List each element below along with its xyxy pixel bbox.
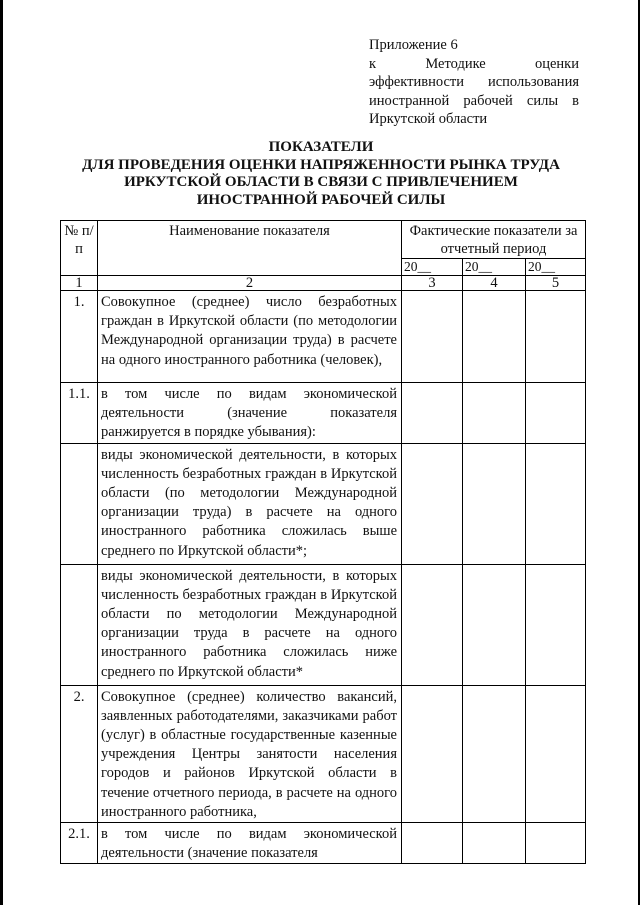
value-cell xyxy=(402,383,463,444)
indicators-table xyxy=(60,220,586,864)
table-row xyxy=(61,685,586,822)
title-line: ДЛЯ ПРОВЕДЕНИЯ ОЦЕНКИ НАПРЯЖЕННОСТИ РЫНКА ТРУДА xyxy=(82,156,560,173)
value-cell xyxy=(402,443,463,564)
annex-line: к Методике оценки xyxy=(369,55,579,72)
indicator-name: виды экономической деятельности, в которых численность безработных граждан в Иркутской области по методологии Международной организации труда в расчете на одного иностранного работника сложилась ниже среднего по Иркутской области* xyxy=(98,564,402,685)
value-cell xyxy=(463,383,526,444)
annex-reference xyxy=(369,36,579,129)
column-index: 1 xyxy=(61,276,98,291)
scan-edge-left xyxy=(0,0,3,905)
header-year: 20__ xyxy=(402,259,463,276)
column-index: 4 xyxy=(463,276,526,291)
value-cell xyxy=(463,823,526,864)
value-cell xyxy=(463,291,526,383)
table-row xyxy=(61,564,586,685)
column-index: 5 xyxy=(526,276,586,291)
table-row xyxy=(61,383,586,444)
value-cell xyxy=(463,564,526,685)
value-cell xyxy=(402,564,463,685)
value-cell xyxy=(402,291,463,383)
header-number: № п/п xyxy=(61,221,98,276)
indicator-name: Совокупное (среднее) число безработных граждан в Иркутской области (по методологии Международной организации труда) в расчете на одного иностранного работника (человек), xyxy=(98,291,402,383)
indicator-name: Совокупное (среднее) количество вакансий, заявленных работодателями, заказчиками работ (услуг) в областные государственные казенные учреждения Центры занятости населения городов и районов Иркутской области в течение отчетного периода, в расчете на одного иностранного работника, xyxy=(98,685,402,822)
value-cell xyxy=(402,685,463,822)
annex-line: Иркутской области xyxy=(369,111,488,127)
table-row xyxy=(61,443,586,564)
row-number: 1.1. xyxy=(61,383,98,444)
header-year: 20__ xyxy=(526,259,586,276)
row-number xyxy=(61,443,98,564)
header-actual-values: Фактические показатели за отчетный период xyxy=(402,221,586,259)
title-line: ИНОСТРАННОЙ РАБОЧЕЙ СИЛЫ xyxy=(196,191,446,208)
value-cell xyxy=(526,383,586,444)
value-cell xyxy=(463,443,526,564)
row-number: 2. xyxy=(61,685,98,822)
value-cell xyxy=(526,823,586,864)
annex-line: иностранной рабочей силы в xyxy=(369,92,579,109)
value-cell xyxy=(526,443,586,564)
indicator-name: виды экономической деятельности, в которых численность безработных граждан в Иркутской области (по методологии Международной организации труда) в расчете на одного иностранного работника сложилась выше среднего по Иркутской области*; xyxy=(98,443,402,564)
document-title xyxy=(60,139,582,209)
header-year: 20__ xyxy=(463,259,526,276)
column-index: 2 xyxy=(98,276,402,291)
title-line: ИРКУТСКОЙ ОБЛАСТИ В СВЯЗИ С ПРИВЛЕЧЕНИЕМ xyxy=(124,174,518,190)
table-row xyxy=(61,823,586,864)
header-indicator-name: Наименование показателя xyxy=(98,221,402,276)
value-cell xyxy=(526,685,586,822)
value-cell xyxy=(402,823,463,864)
column-index: 3 xyxy=(402,276,463,291)
annex-line: эффективности использования xyxy=(369,74,579,90)
table-row xyxy=(61,291,586,383)
row-number: 2.1. xyxy=(61,823,98,864)
row-number xyxy=(61,564,98,685)
indicator-name: в том числе по видам экономической деятельности (значение показателя ранжируется в порядке убывания): xyxy=(98,383,402,444)
indicator-name: в том числе по видам экономической деятельности (значение показателя xyxy=(98,823,402,864)
title-line: ПОКАЗАТЕЛИ xyxy=(268,139,374,155)
row-number: 1. xyxy=(61,291,98,383)
value-cell xyxy=(526,291,586,383)
annex-line: Приложение 6 xyxy=(369,37,458,53)
value-cell xyxy=(526,564,586,685)
value-cell xyxy=(463,685,526,822)
